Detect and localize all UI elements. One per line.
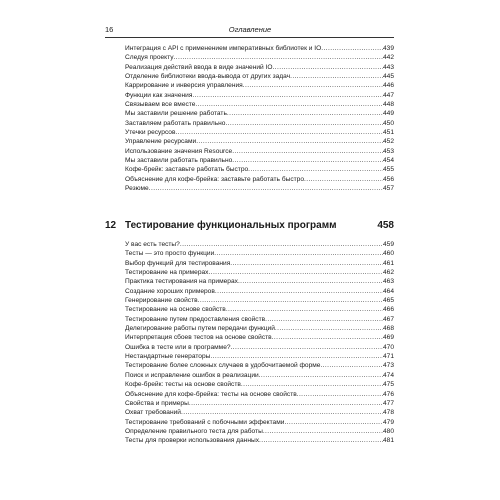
- toc-entry-page: 459: [382, 241, 394, 248]
- toc-entry-page: 447: [382, 91, 394, 99]
- toc-entry-page: 477: [382, 399, 394, 407]
- toc-dot-leader: [304, 175, 383, 184]
- toc-entry: [125, 44, 394, 53]
- toc-dot-leader: [214, 249, 383, 258]
- toc-entry-page: 468: [382, 325, 394, 333]
- toc-entry-title: Объяснение для кофе-брейка: заставьте работать быстро: [125, 175, 304, 183]
- toc-entry: [125, 249, 394, 258]
- toc-entry-page: 452: [382, 138, 394, 146]
- toc-dot-leader: [149, 184, 383, 193]
- toc-entry-title: Нестандартные генераторы: [125, 353, 211, 361]
- running-head: Оглавление: [228, 25, 272, 34]
- toc-entry-title: Использование значения Resource: [125, 147, 233, 155]
- toc-entry-title: Поиск и исправление ошибок в реализации: [125, 371, 259, 379]
- toc-entry: [125, 277, 394, 286]
- toc-dot-leader: [272, 333, 383, 342]
- toc-entry-title: Тесты — это просто функции: [125, 250, 215, 258]
- toc-entry: [125, 165, 394, 174]
- page-number: 16: [105, 25, 114, 34]
- toc-entry-title: Функции как значения: [125, 91, 193, 99]
- toc-entry: [125, 137, 394, 146]
- toc-list-continued-section: [125, 44, 394, 194]
- toc-entry-title: Резюме: [125, 185, 149, 193]
- toc-entry-page: 464: [382, 287, 394, 295]
- toc-dot-leader: [284, 418, 383, 427]
- toc-entry-page: 479: [382, 418, 394, 426]
- toc-entry-page: 442: [382, 54, 394, 62]
- toc-entry-title: Ошибка в тесте или в программе?: [125, 343, 231, 351]
- toc-entry-page: 465: [382, 297, 394, 305]
- toc-dot-leader: [215, 287, 383, 296]
- toc-entry-title: Выбор функций для тестирования: [125, 259, 231, 267]
- toc-entry-title: Практика тестирования на примерах: [125, 278, 238, 286]
- toc-entry-page: 439: [382, 45, 394, 52]
- toc-entry-page: 470: [382, 343, 394, 351]
- toc-entry: [125, 147, 394, 156]
- toc-dot-leader: [175, 128, 383, 137]
- toc-dot-leader: [290, 72, 383, 81]
- toc-entry: [125, 390, 394, 399]
- toc-entry: [125, 287, 394, 296]
- toc-entry-page: 460: [382, 250, 394, 258]
- toc-entry-title: Свойства и примеры: [125, 399, 189, 407]
- toc-entry: [125, 296, 394, 305]
- toc-entry: [125, 380, 394, 389]
- toc-dot-leader: [263, 427, 383, 436]
- toc-dot-leader: [232, 156, 383, 165]
- toc-dot-leader: [232, 147, 383, 156]
- toc-entry-page: 462: [382, 269, 394, 277]
- toc-entry-page: 476: [382, 390, 394, 398]
- toc-entry-page: 454: [382, 157, 394, 165]
- toc-entry: [125, 91, 394, 100]
- toc-dot-leader: [208, 268, 383, 277]
- toc-dot-leader: [265, 315, 383, 324]
- toc-entry-title: Тестирование на основе свойств: [125, 306, 226, 314]
- toc-entry-page: 443: [382, 63, 394, 71]
- toc-entry-page: 457: [382, 185, 394, 193]
- toc-dot-leader: [243, 81, 383, 90]
- toc-entry: [125, 371, 394, 380]
- toc-entry: [125, 333, 394, 342]
- toc-entry-title: Генерирование свойств: [125, 297, 198, 305]
- toc-entry: [125, 175, 394, 184]
- toc-entry: [125, 436, 394, 445]
- chapter-page: 458: [377, 220, 394, 231]
- toc-entry-page: 474: [382, 371, 394, 379]
- toc-entry: [125, 63, 394, 72]
- toc-entry: [125, 156, 394, 165]
- toc-entry-page: 481: [382, 437, 394, 445]
- toc-dot-leader: [181, 408, 383, 417]
- toc-entry: [125, 128, 394, 137]
- toc-dot-leader: [196, 137, 383, 146]
- toc-entry-title: Тестирование более сложных случаев в удобочитаемой форме: [125, 362, 321, 370]
- toc-entry-page: 448: [382, 101, 394, 109]
- toc-dot-leader: [198, 296, 383, 305]
- toc-entry-page: 478: [382, 409, 394, 417]
- toc-entry-title: Интерпретация сбоев тестов на основе свойств: [125, 334, 272, 342]
- toc-entry-page: 463: [382, 278, 394, 286]
- toc-entry-page: 446: [382, 82, 394, 90]
- toc-dot-leader: [189, 399, 383, 408]
- toc-dot-leader: [238, 277, 383, 286]
- toc-dot-leader: [259, 436, 383, 445]
- toc-entry-page: 456: [382, 175, 394, 183]
- toc-entry-title: Кофе-брейк: заставьте работать быстро: [125, 166, 249, 174]
- toc-list-chapter-12: [125, 240, 394, 446]
- toc-dot-leader: [259, 371, 383, 380]
- toc-entry-title: Интеграция с API с применением императивных библиотек и IO: [125, 45, 322, 52]
- toc-dot-leader: [225, 119, 383, 128]
- toc-entry-page: 466: [382, 306, 394, 314]
- toc-dot-leader: [297, 390, 383, 399]
- toc-entry: [125, 324, 394, 333]
- toc-entry-title: Отделение библиотеки ввода-вывода от других задач: [125, 73, 291, 81]
- toc-entry-title: Определение правильного теста для работы: [125, 427, 263, 435]
- toc-entry-title: Тесты для проверки использования данных: [125, 437, 260, 445]
- toc-entry: [125, 352, 394, 361]
- toc-entry: [125, 305, 394, 314]
- toc-dot-leader: [227, 109, 383, 118]
- toc-entry-title: Делегирование работы путем передачи функций: [125, 325, 275, 333]
- toc-entry-page: 450: [382, 119, 394, 127]
- toc-dot-leader: [174, 53, 383, 62]
- toc-dot-leader: [273, 63, 383, 72]
- toc-entry-title: Заставляем работать правильно: [125, 119, 226, 127]
- toc-entry: [125, 109, 394, 118]
- toc-dot-leader: [241, 380, 383, 389]
- toc-entry: [125, 259, 394, 268]
- toc-entry: [125, 240, 394, 249]
- chapter-heading: [105, 219, 394, 233]
- chapter-title: Тестирование функциональных программ: [125, 220, 337, 231]
- toc-entry: [125, 81, 394, 90]
- toc-entry-title: Кофе-брейк: тесты на основе свойств: [125, 381, 241, 389]
- header-rule: [105, 37, 394, 38]
- toc-entry-title: Реализация действий ввода в виде значений IO: [125, 63, 273, 71]
- toc-entry: [125, 418, 394, 427]
- toc-entry-title: Управление ресурсами: [125, 138, 197, 146]
- toc-dot-leader: [195, 100, 383, 109]
- toc-entry: [125, 343, 394, 352]
- toc-dot-leader: [248, 165, 383, 174]
- toc-entry: [125, 72, 394, 81]
- toc-entry: [125, 427, 394, 436]
- toc-entry: [125, 408, 394, 417]
- toc-entry-title: Мы заставили работать правильно: [125, 157, 233, 165]
- toc-entry-page: 453: [382, 147, 394, 155]
- toc-entry-page: 467: [382, 315, 394, 323]
- toc-entry-page: 449: [382, 110, 394, 118]
- toc-dot-leader: [230, 259, 383, 268]
- toc-entry-title: Охват требований: [125, 409, 181, 417]
- toc-dot-leader: [180, 240, 383, 249]
- toc-entry-title: Следуя проекту: [125, 54, 174, 62]
- toc-entry-title: Тестирование путем предоставления свойств: [125, 315, 266, 323]
- toc-dot-leader: [226, 305, 383, 314]
- toc-dot-leader: [210, 352, 383, 361]
- toc-entry-page: 469: [382, 334, 394, 342]
- toc-entry-title: Тестирование на примерах: [125, 269, 209, 277]
- toc-entry-title: Объяснение для кофе-брейка: тесты на основе свойств: [125, 390, 297, 398]
- toc-dot-leader: [320, 361, 383, 370]
- toc-entry-page: 461: [382, 259, 394, 267]
- toc-entry-page: 451: [382, 129, 394, 137]
- chapter-number: 12: [105, 220, 117, 231]
- toc-entry: [125, 100, 394, 109]
- toc-dot-leader: [231, 343, 383, 352]
- toc-entry-title: Утечки ресурсов: [125, 129, 176, 137]
- toc-entry-page: 455: [382, 166, 394, 174]
- toc-entry-title: У вас есть тесты?: [125, 241, 180, 248]
- toc-entry-title: Связываем все вместе: [125, 101, 196, 109]
- toc-entry: [125, 53, 394, 62]
- toc-entry-page: 480: [382, 427, 394, 435]
- toc-entry-title: Создание хороших примеров: [125, 287, 215, 295]
- toc-entry: [125, 315, 394, 324]
- toc-entry: [125, 268, 394, 277]
- toc-dot-leader: [192, 91, 383, 100]
- toc-entry: [125, 399, 394, 408]
- toc-entry-title: Тестирование требований с побочными эффектами: [125, 418, 285, 426]
- toc-dot-leader: [275, 324, 383, 333]
- toc-entry: [125, 119, 394, 128]
- toc-entry-title: Каррирование и инверсия управления: [125, 82, 243, 90]
- toc-entry-page: 473: [382, 362, 394, 370]
- toc-entry: [125, 361, 394, 370]
- toc-entry-page: 445: [382, 73, 394, 81]
- toc-entry-page: 471: [382, 353, 394, 361]
- toc-entry-title: Мы заставили решение работать: [125, 110, 227, 118]
- toc-entry: [125, 184, 394, 193]
- toc-entry-page: 475: [382, 381, 394, 389]
- toc-dot-leader: [321, 44, 383, 53]
